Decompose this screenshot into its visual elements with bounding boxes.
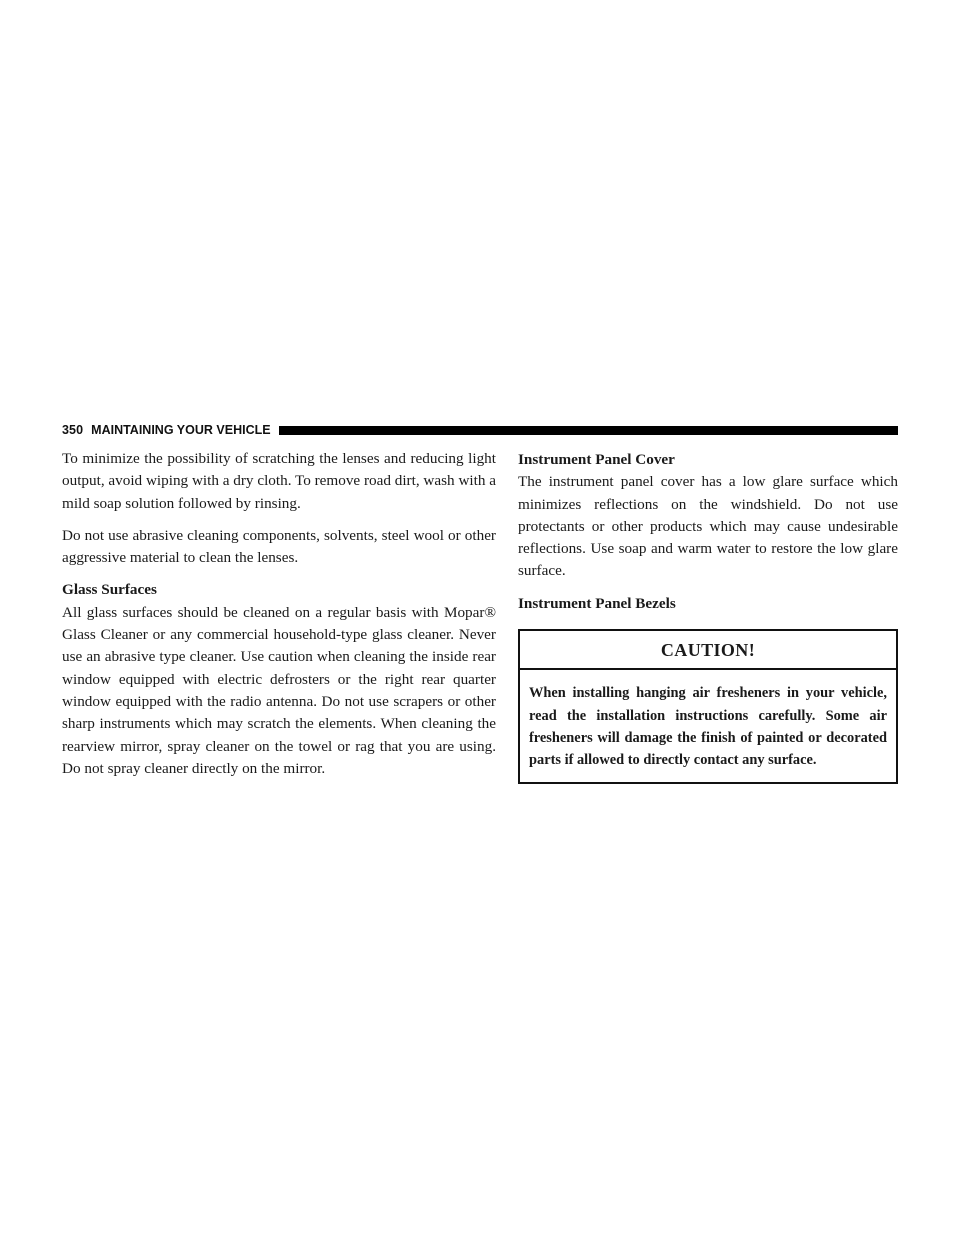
page-number: 350 <box>62 423 84 437</box>
caution-text: When installing hanging air fresheners in your vehicle, read the installation instructions carefully. Some air fresheners will damage the finish of painted or decorated parts if allowed to directly contact any surface. <box>529 685 887 769</box>
left-column <box>62 448 496 790</box>
abrasive-warning-paragraph: Do not use abrasive cleaning components, solvents, steel wool or other aggressive material to clean the lenses. <box>62 526 496 567</box>
caution-title: CAUTION! <box>520 631 896 670</box>
glass-surfaces-heading: Glass Surfaces <box>62 581 157 599</box>
instrument-panel-cover-heading: Instrument Panel Cover <box>518 451 675 468</box>
caution-box <box>518 629 898 783</box>
section-title: MAINTAINING YOUR VEHICLE <box>91 423 271 437</box>
page-header <box>62 422 898 438</box>
lens-cleaning-paragraph: To minimize the possibility of scratching the lenses and reducing light output, avoid wiping with a dry cloth. To remove road dirt, wash with a mild soap solution followed by rinsing. <box>62 450 496 512</box>
instrument-panel-bezels-heading: Instrument Panel Bezels <box>518 594 676 612</box>
glass-surfaces-paragraph: All glass surfaces should be cleaned on a regular basis with Mopar® Glass Cleaner or any commercial household-type glass cleaner. Never use an abrasive type cleaner. Use caution when cleaning the inside rear window equipped with electric defrosters or the right rear quarter window equipped with the radio antenna. Do not use scrapers or other sharp instruments which may scratch the elements. When cleaning the rearview mirror, spray cleaner on the towel or rag that you are using. Do not spray cleaner directly on the mirror. <box>62 603 496 777</box>
header-rule <box>279 426 898 435</box>
right-column <box>518 449 898 784</box>
instrument-panel-cover-paragraph: The instrument panel cover has a low glare surface which minimizes reflections on the windshield. Do not use protectants or other products which may cause undesirable reflections. Use soap and warm water to restore the low glare surface. <box>518 473 898 580</box>
